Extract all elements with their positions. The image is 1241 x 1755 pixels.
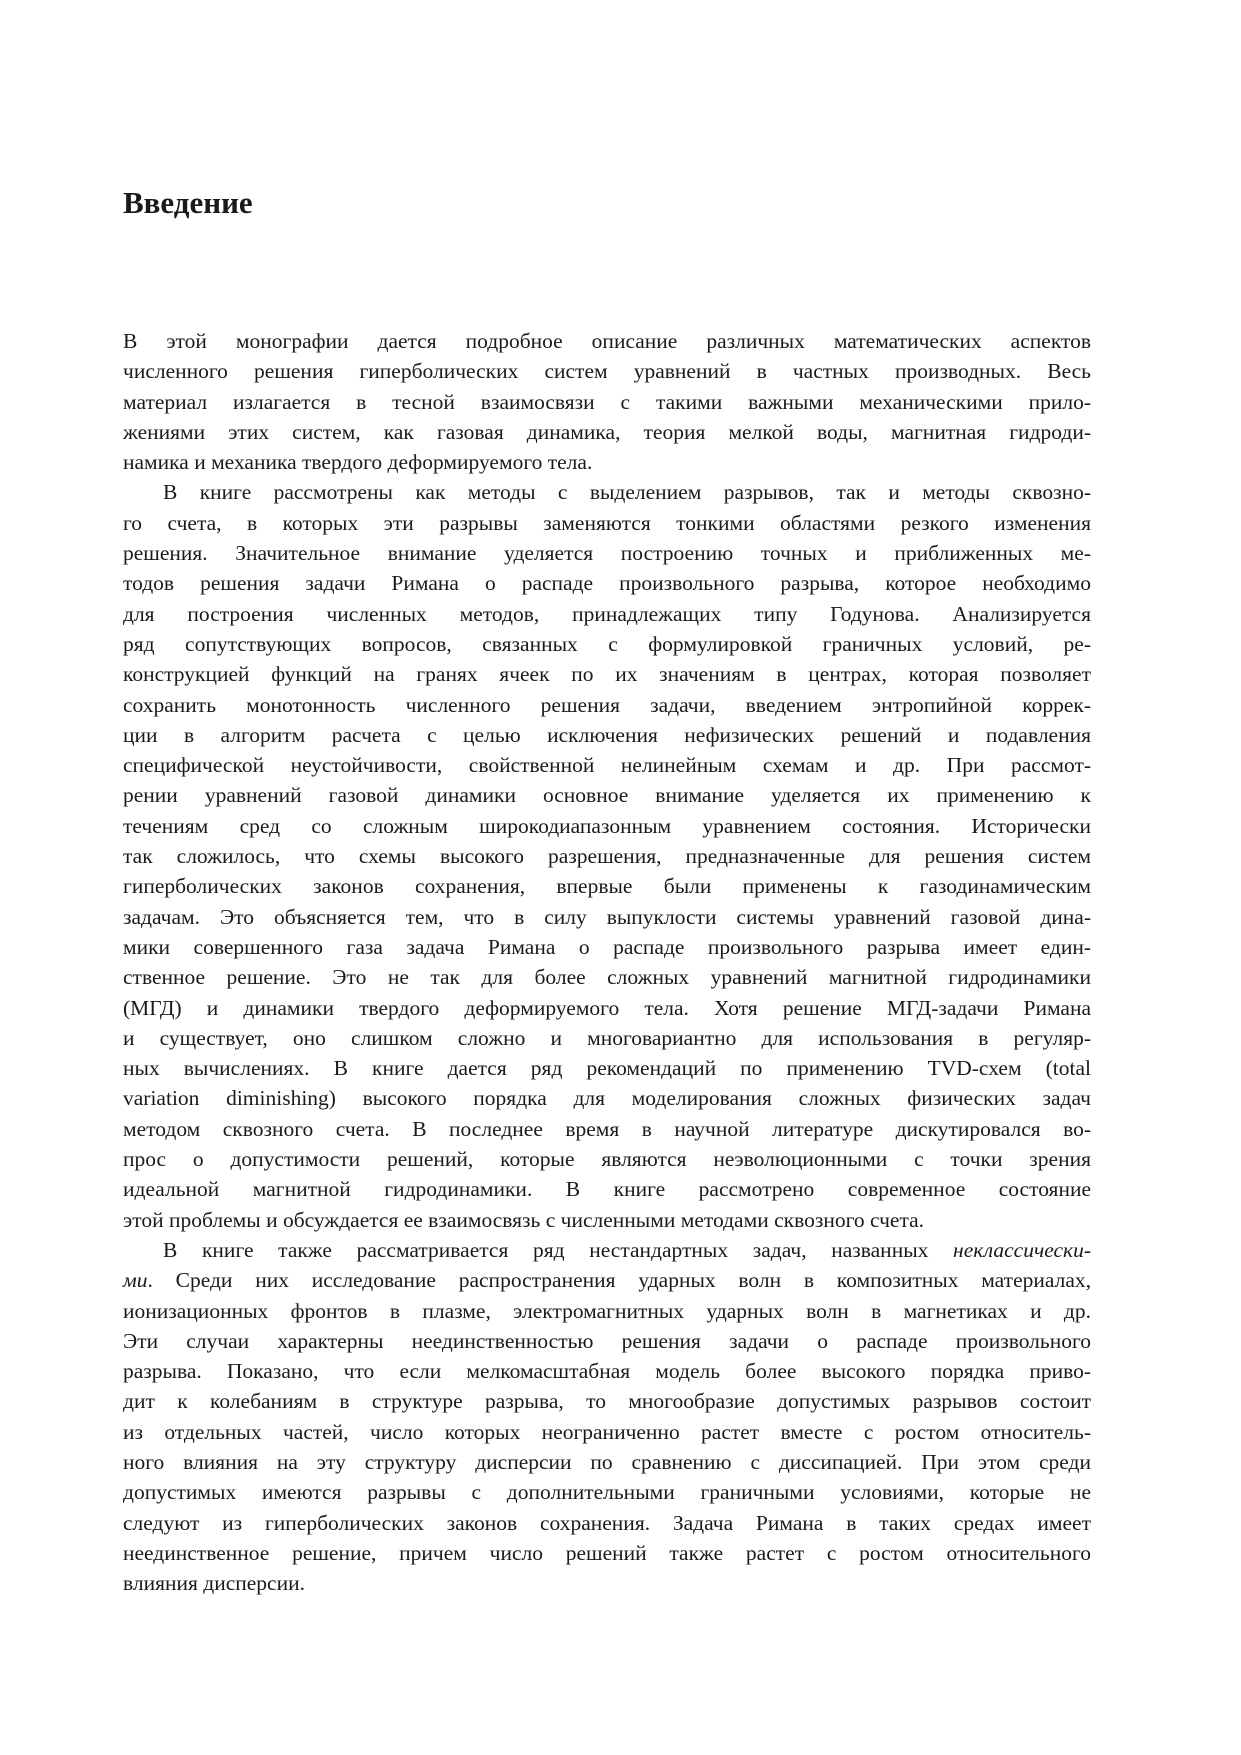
text-line: для построения численных методов, принадлежащих типу Годунова. Анализируется <box>123 601 1091 626</box>
text-line: В этой монографии дается подробное описание различных математических аспектов <box>123 329 1091 353</box>
text-line: решения. Значительное внимание уделяется построению точных и приближенных ме- <box>123 541 1091 566</box>
text-line: намика и механика твердого деформируемого тела. <box>123 450 593 475</box>
text-line: из отдельных частей, число которых неограниченно растет вместе с ростом относитель- <box>123 1419 1091 1444</box>
text-line: так сложилось, что схемы высокого разрешения, предназначенные для решения систем <box>123 844 1091 869</box>
text-line: дит к колебаниям в структуре разрыва, то многообразие допустимых разрывов состоит <box>123 1389 1091 1414</box>
text-line: допустимых имеются разрывы с дополнительными граничными условиями, которые не <box>123 1480 1091 1505</box>
paragraph-2 <box>123 477 1091 1234</box>
text-line: задачам. Это объясняется тем, что в силу выпуклости системы уравнений газовой дина- <box>123 904 1091 929</box>
text-line: неединственное решение, причем число решений также растет с ростом относительного <box>123 1540 1091 1565</box>
text-line: этой проблемы и обсуждается ее взаимосвязь с численными методами сквозного счета. <box>123 1207 925 1232</box>
italic-term: неклассически- <box>953 1237 1091 1262</box>
text-span: В книге также рассматривается ряд нестандартных задач, названных <box>163 1237 954 1262</box>
text-line: разрыва. Показано, что если мелкомасштабная модель более высокого порядка приво- <box>123 1359 1091 1384</box>
text-line: В книге рассмотрены как методы с выделением разрывов, так и методы сквозно- <box>163 480 1091 505</box>
text-line: специфической неустойчивости, свойственной нелинейным схемам и др. При рассмот- <box>123 753 1091 778</box>
text-line: прос о допустимости решений, которые являются неэволюционными с точки зрения <box>123 1147 1091 1172</box>
text-line: конструкцией функций на гранях ячеек по их значениям в центрах, которая позволяет <box>123 662 1091 687</box>
paragraph-3 <box>123 1235 1091 1599</box>
text-line: жениями этих систем, как газовая динамика, теория мелкой воды, магнитная гидроди- <box>123 419 1091 444</box>
text-line: материал излагается в тесной взаимосвязи с такими важными механическими прило- <box>123 389 1091 414</box>
text-line <box>123 1235 1091 1265</box>
text-line: тодов решения задачи Римана о распаде произвольного разрыва, которое необходимо <box>123 571 1091 596</box>
body-text <box>123 326 1091 1598</box>
text-line: сохранить монотонность численного решения задачи, введением энтропийной коррек- <box>123 692 1091 717</box>
text-line: го счета, в которых эти разрывы заменяются тонкими областями резкого изменения <box>123 510 1091 535</box>
italic-term: ми <box>123 1268 148 1293</box>
text-line: variation diminishing) высокого порядка для моделирования сложных физических задач <box>123 1086 1091 1111</box>
text-line: рении уравнений газовой динамики основное внимание уделяется их применению к <box>123 783 1091 808</box>
chapter-heading: Введение <box>123 185 253 220</box>
text-line: ряд сопутствующих вопросов, связанных с формулировкой граничных условий, ре- <box>123 631 1091 656</box>
text-line: гиперболических законов сохранения, впервые были применены к газодинамическим <box>123 874 1091 899</box>
text-line: следуют из гиперболических законов сохранения. Задача Римана в таких средах имеет <box>123 1510 1091 1535</box>
text-line: ного влияния на эту структуру дисперсии по сравнению с диссипацией. При этом среди <box>123 1449 1091 1474</box>
text-line: ственное решение. Это не так для более сложных уравнений магнитной гидродинамики <box>123 965 1091 990</box>
text-line: мики совершенного газа задача Римана о распаде произвольного разрыва имеет един- <box>123 934 1091 959</box>
text-line: идеальной магнитной гидродинамики. В книге рассмотрено современное состояние <box>123 1177 1091 1202</box>
text-line: течениям сред со сложным широкодиапазонным уравнением состояния. Исторически <box>123 813 1091 838</box>
text-line: методом сквозного счета. В последнее время в научной литературе дискутировался во- <box>123 1116 1091 1141</box>
text-line: численного решения гиперболических систем уравнений в частных производных. Весь <box>123 359 1091 384</box>
text-line: влияния дисперсии. <box>123 1571 305 1596</box>
text-line <box>123 1265 1091 1295</box>
text-line: Эти случаи характерны неединственностью решения задачи о распаде произвольного <box>123 1328 1091 1353</box>
text-span: . Среди них исследование распространения ударных волн в композитных материалах, <box>147 1268 1091 1293</box>
text-line: ионизационных фронтов в плазме, электромагнитных ударных волн в магнетиках и др. <box>123 1298 1091 1323</box>
text-line: (МГД) и динамики твердого деформируемого тела. Хотя решение МГД-задачи Римана <box>123 995 1091 1020</box>
text-line: ции в алгоритм расчета с целью исключения нефизических решений и подавления <box>123 722 1091 747</box>
paragraph-1 <box>123 326 1091 477</box>
text-line: ных вычислениях. В книге дается ряд рекомендаций по применению TVD-схем (total <box>123 1056 1091 1081</box>
text-line: и существует, оно слишком сложно и многовариантно для использования в регуляр- <box>123 1025 1091 1050</box>
